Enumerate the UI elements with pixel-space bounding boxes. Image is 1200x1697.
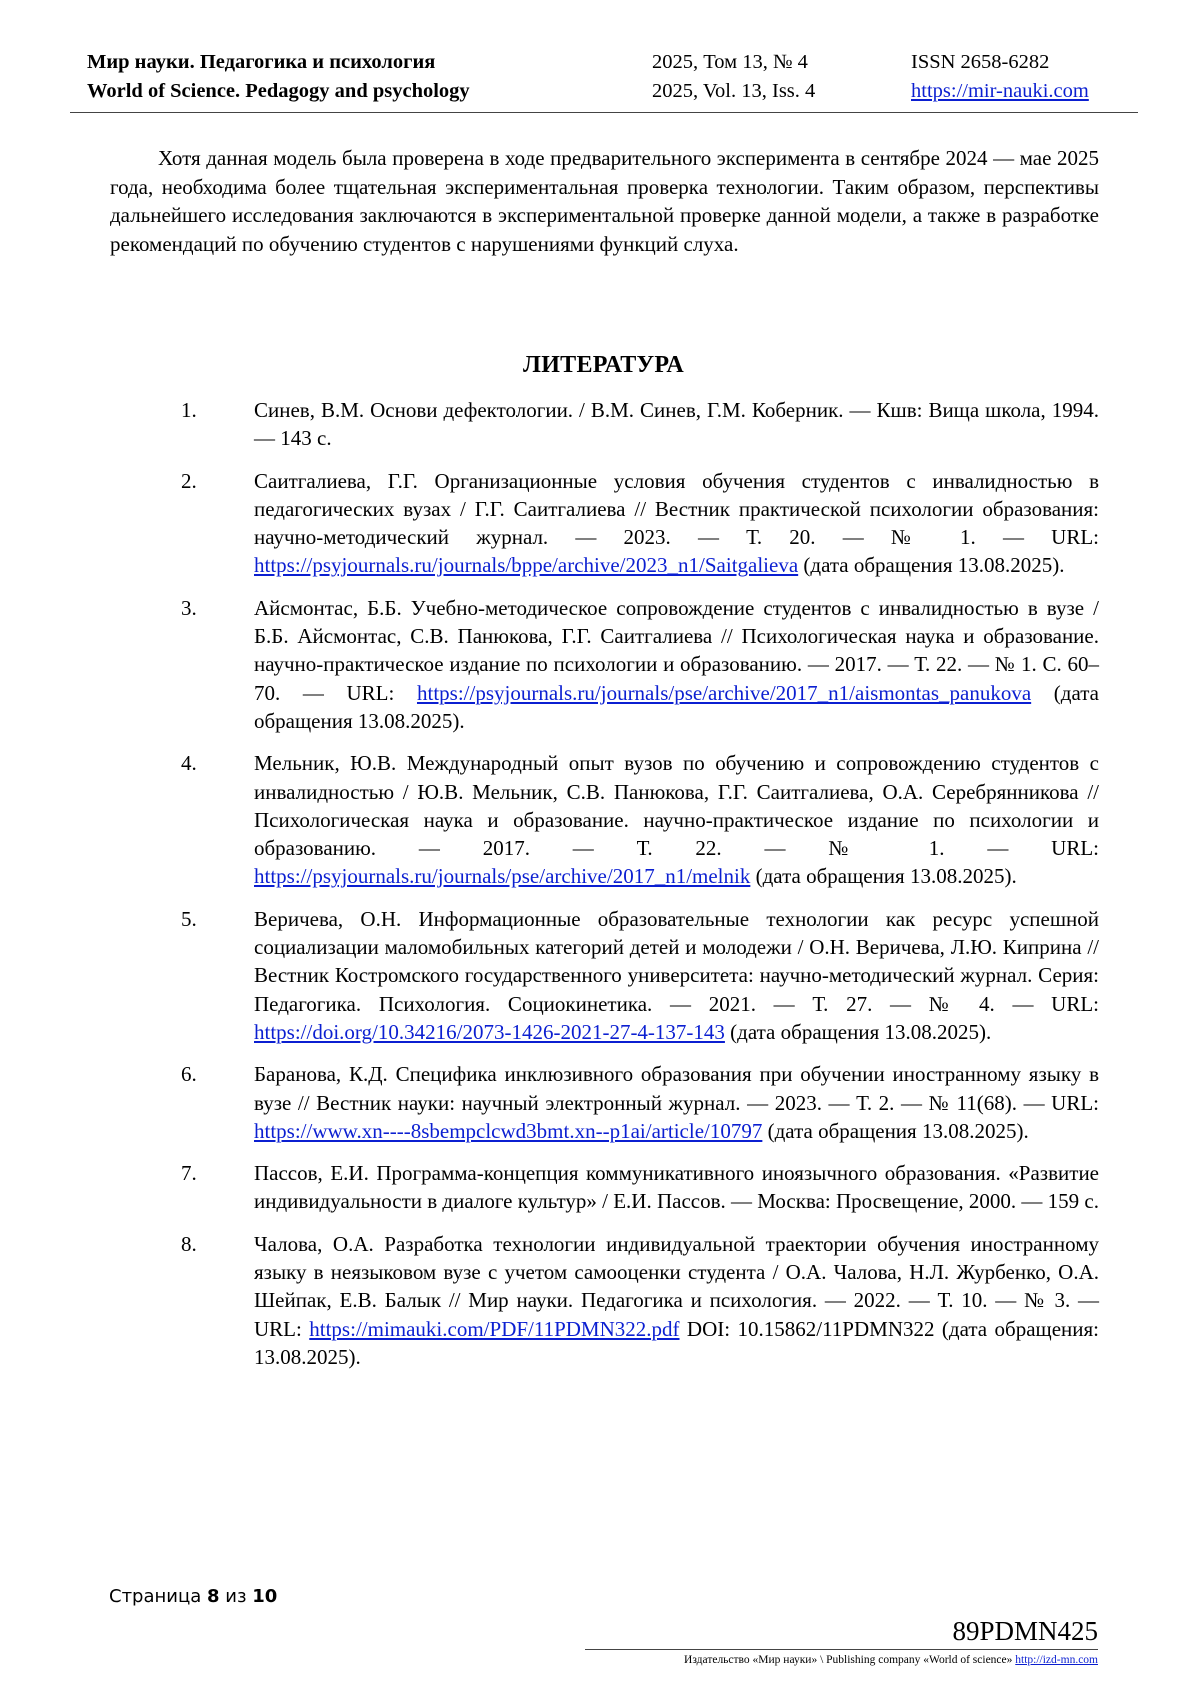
- reference-text: [254, 1159, 1099, 1216]
- reference-body: Пассов, Е.И. Программа-концепция коммуникативного иноязычного образования. «Развитие индивидуальности в диалоге культур» / Е.И. Пассов. — Москва: Просвещение, 2000. — 159 с.: [254, 1161, 1099, 1214]
- reference-access-date: (дата обращения 13.08.2025).: [254, 680, 1099, 733]
- reference-item: [181, 905, 1099, 1046]
- references-list: [181, 396, 1099, 1385]
- reference-access-date: (дата обращения 13.08.2025).: [798, 553, 1065, 578]
- reference-text: [254, 467, 1099, 580]
- article-code: 89PDMN425: [952, 1616, 1098, 1646]
- reference-body: Веричева, О.Н. Информационные образовательные технологии как ресурс успешной социализации маломобильных категорий детей и молодежи / О.Н. Веричева, Л.Ю. Киприна // Вестник Костромского государственного университета: научно-методический журнал. Серия: Педагогика. Психология. Социокинетика. — 2021. — Т. 27. — № 4. — URL:: [254, 906, 1099, 1016]
- reference-access-date: (дата обращения 13.08.2025).: [762, 1118, 1029, 1143]
- publisher-text: Издательство «Мир науки» \ Publishing company «World of science»: [684, 1654, 1013, 1666]
- journal-site-link[interactable]: https://mir-nauki.com: [911, 80, 1089, 102]
- reference-url-link[interactable]: https://doi.org/10.34216/2073-1426-2021-27-4-137-143: [254, 1019, 725, 1044]
- page-total: 10: [252, 1586, 278, 1607]
- volume-en: 2025, Vol. 13, Iss. 4: [652, 80, 816, 102]
- issn: ISSN 2658-6282: [911, 51, 1050, 73]
- reference-number: 1.: [181, 398, 197, 422]
- reference-text: [254, 396, 1099, 453]
- journal-title-ru: Мир науки. Педагогика и психология: [87, 51, 436, 73]
- reference-number: 2.: [181, 468, 197, 493]
- reference-body: Баранова, К.Д. Специфика инклюзивного образования при обучении иностранному языку в вузе // Вестник науки: научный электронный журнал. — 2023. — Т. 2. — № 11(68). — URL:: [254, 1062, 1099, 1115]
- conclusion-paragraph: Хотя данная модель была проверена в ходе предварительного эксперимента в сентябре 2024 — мае 2025 года, необходима более тщательная экспериментальная проверка технологии. Таким образом, перспективы дальнейшего исследования заключаются в экспериментальной проверке данной модели, а также в разработке рекомендаций по обучению студентов с нарушениями функций слуха.: [110, 146, 1099, 256]
- header-divider: [70, 112, 1138, 113]
- reference-text: [254, 594, 1099, 735]
- reference-item: [181, 594, 1099, 735]
- volume-ru: 2025, Том 13, № 4: [652, 51, 808, 73]
- reference-number: 7.: [181, 1161, 197, 1186]
- reference-body: Синев, В.М. Основи дефектологии. / В.М. Синев, Г.М. Коберник. — Кшв: Вища школа, 1994. — 143 с.: [254, 398, 1099, 451]
- page-prefix: Страница: [109, 1586, 202, 1607]
- reference-number: 8.: [181, 1231, 197, 1256]
- issn-block: [911, 48, 1089, 106]
- publisher-link[interactable]: http://izd-mn.com: [1015, 1654, 1098, 1666]
- page-separator: из: [225, 1586, 247, 1607]
- publisher-line: [684, 1654, 1098, 1666]
- journal-title-block: [87, 48, 470, 106]
- reference-text: [254, 749, 1099, 890]
- reference-text: [254, 1230, 1099, 1371]
- reference-item: [181, 1060, 1099, 1145]
- page-current: 8: [207, 1586, 220, 1607]
- reference-access-date: DOI: 10.15862/11PDMN322 (дата обращения: 13.08.2025).: [254, 1316, 1100, 1369]
- issue-info-block: [652, 48, 815, 106]
- journal-title-en: World of Science. Pedagogy and psychology: [87, 80, 470, 102]
- footer-divider: [585, 1649, 1098, 1650]
- reference-access-date: (дата обращения 13.08.2025).: [724, 1019, 992, 1044]
- reference-url-link[interactable]: https://www.xn----8sbempclcwd3bmt.xn--p1ai/article/10797: [254, 1118, 763, 1143]
- reference-item: [181, 467, 1099, 580]
- reference-url-link[interactable]: https://psyjournals.ru/journals/bppe/archive/2023_n1/Saitgalieva: [254, 553, 799, 578]
- reference-text: [254, 1060, 1099, 1145]
- reference-url-link[interactable]: https://psyjournals.ru/journals/pse/archive/2017_n1/melnik: [254, 864, 751, 889]
- references-heading: ЛИТЕРАТУРА: [523, 352, 684, 378]
- reference-text: [254, 905, 1099, 1046]
- reference-number: 3.: [181, 595, 197, 620]
- reference-url-link[interactable]: https://mimauki.com/PDF/11PDMN322.pdf: [309, 1316, 680, 1341]
- reference-body: Айсмонтас, Б.Б. Учебно-методическое сопровождение студентов с инвалидностью в вузе / Б.Б. Айсмонтас, С.В. Панюкова, Г.Г. Саитгалиева // Психологическая наука и образование. научно-практическое издание по психологии и образованию. — 2017. — Т. 22. — № 1. С. 60–70. — URL:: [254, 595, 1099, 705]
- reference-item: [181, 1230, 1099, 1371]
- reference-url-link[interactable]: https://psyjournals.ru/journals/pse/archive/2017_n1/aismontas_panukova: [416, 680, 1032, 705]
- reference-number: 4.: [181, 751, 197, 776]
- reference-item: [181, 396, 1099, 453]
- reference-number: 5.: [181, 906, 197, 931]
- reference-body: Мельник, Ю.В. Международный опыт вузов по обучению и сопровождению студентов с инвалидностью / Ю.В. Мельник, С.В. Панюкова, Г.Г. Саитгалиева, О.А. Серебрянникова // Психологическая наука и образование. научно-практическое издание по психологии и образованию. — 2017. — Т. 22. — № 1. — URL:: [254, 751, 1099, 861]
- page-number: [109, 1586, 277, 1607]
- reference-body: Саитгалиева, Г.Г. Организационные условия обучения студентов с инвалидностью в педагогических вузах / Г.Г. Саитгалиева // Вестник практической психологии образования: научно-методический журнал. — 2023. — Т. 20. — № 1. — URL:: [254, 468, 1099, 550]
- reference-body: Чалова, О.А. Разработка технологии индивидуальной траектории обучения иностранному языку в неязыковом вузе с учетом самооценки студента / О.А. Чалова, Н.Л. Журбенко, О.А. Шейпак, Е.В. Балык // Мир науки. Педагогика и психология. — 2022. — Т. 10. — № 3. — URL:: [254, 1231, 1099, 1341]
- reference-item: [181, 1159, 1099, 1216]
- reference-item: [181, 749, 1099, 890]
- reference-number: 6.: [181, 1062, 197, 1087]
- reference-access-date: (дата обращения 13.08.2025).: [750, 864, 1017, 889]
